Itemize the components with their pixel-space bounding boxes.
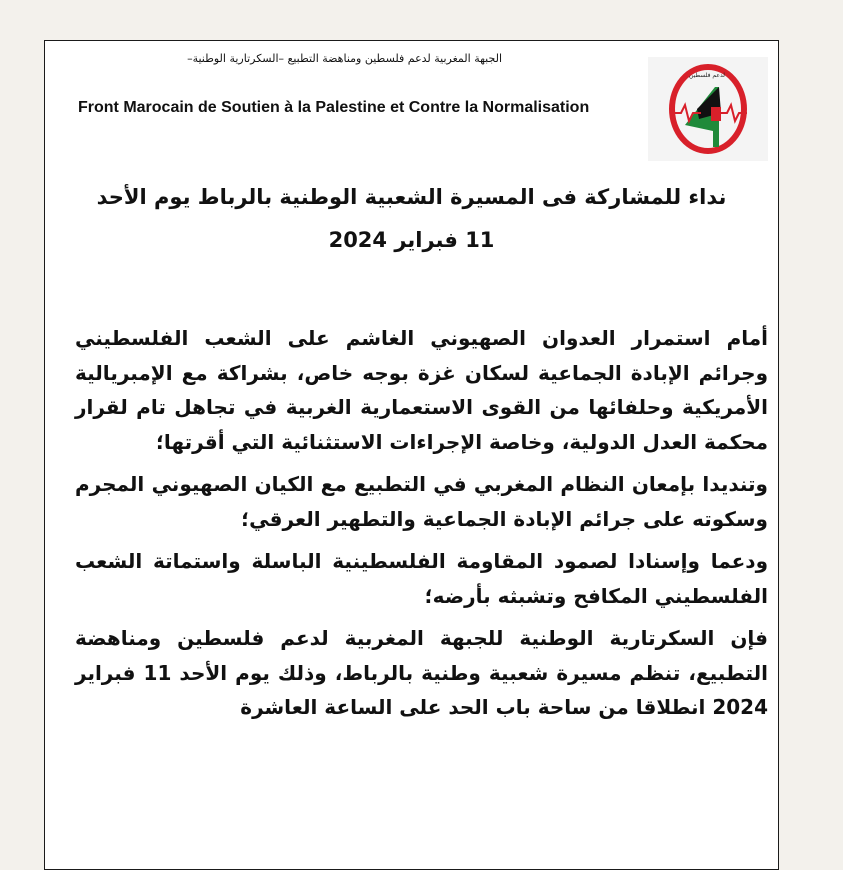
paragraph: وتنديدا بإمعان النظام المغربي في التطبيع مع الكيان الصهيوني المجرم وسكوته على جرائم الإبادة الجماعية والتطهير العرقي؛ bbox=[75, 472, 768, 531]
header-french-org: Front Marocain de Soutien à la Palestine et Contre la Normalisation bbox=[78, 99, 590, 116]
front-logo-icon bbox=[648, 57, 768, 161]
svg-text:ﻟﺪﻋﻢ ﻓﻠﺴﻄﻴﻦ: ﻟﺪﻋﻢ ﻓﻠﺴﻄﻴﻦ bbox=[689, 72, 725, 79]
document-page bbox=[44, 40, 779, 870]
title-line-2: 11 فبراير 2024 bbox=[328, 228, 495, 252]
paragraph: أمام استمرار العدوان الصهيوني الغاشم على الشعب الفلسطيني وجرائم الإبادة الجماعية لسكان غزة بوجه خاص، بشراكة مع الإمبريالية الأمريكية وحلفائها من القوى الاستعمارية الغربية في تجاهل تام لقرار محكمة العدل الدولية، وخاصة الإجراءات الاستثنائية التي أقرتها؛ bbox=[75, 326, 768, 454]
document-title bbox=[65, 176, 758, 262]
title-line-1: نداء للمشاركة فى المسيرة الشعبية الوطنية بالرباط يوم الأحد bbox=[96, 185, 727, 209]
paragraph: فإن السكرتارية الوطنية للجبهة المغربية لدعم فلسطين ومناهضة التطبيع، تنظم مسيرة شعبية وطنية بالرباط، وذلك يوم الأحد 11 فبراير 2024 انطلاقا من ساحة باب الحد على الساعة العاشرة bbox=[75, 626, 768, 719]
document-body bbox=[75, 321, 768, 733]
header-arabic-org: الجبهة المغربية لدعم فلسطين ومناهضة التطبيع –السكرتارية الوطنية– bbox=[187, 52, 502, 65]
paragraph: ودعما وإسنادا لصمود المقاومة الفلسطينية الباسلة واستماتة الشعب الفلسطيني المكافح وتشبثه بأرضه؛ bbox=[75, 549, 768, 608]
